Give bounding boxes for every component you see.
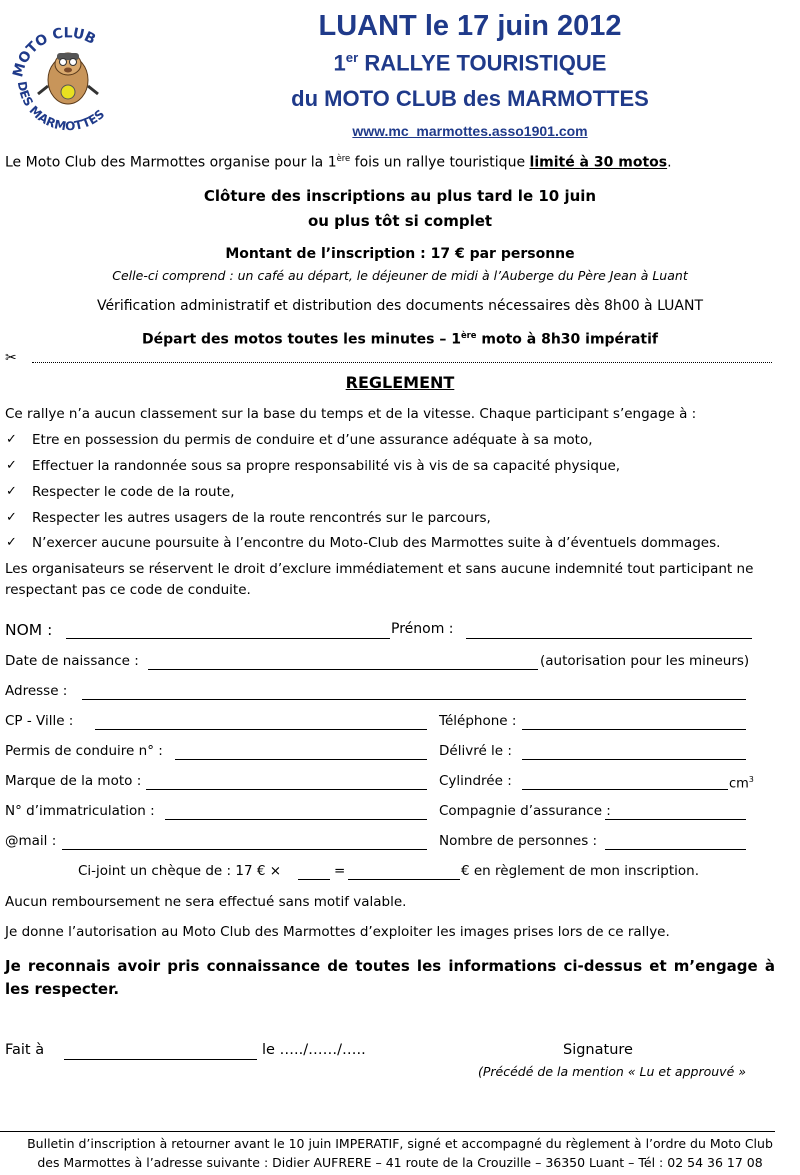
club-name-line: du MOTO CLUB des MARMOTTES [291, 86, 649, 111]
insurance-label: Compagnie d’assurance : [439, 803, 611, 819]
intro-text-b: fois un rallye touristique [350, 154, 530, 171]
rules-outro: Les organisateurs se réservent le droit d’exclure immédiatement et sans aucune indemnité tout participant ne respectant pas ce code de conduite. [5, 561, 754, 598]
cheque-text-b: € en règlement de mon inscription. [461, 863, 700, 879]
cm-text: cm [729, 776, 749, 792]
footer-line-2: des Marmottes à l’adresse suivante : Didier AUFRERE – 41 route de la Crouzille – 36350 Luant – Tél : 02 54 36 17 08 [37, 1155, 763, 1170]
bike-brand-input[interactable] [146, 788, 427, 790]
registration-label: N° d’immatriculation : [5, 803, 155, 819]
acknowledge-text: Je reconnais avoir pris connaissance de toutes les informations ci-dessus et m’engage à les respecter. [5, 957, 775, 998]
phone-input[interactable] [522, 728, 746, 730]
logo-text-top: MOTO CLUB [10, 25, 99, 79]
rule-item: Respecter les autres usagers de la route rencontrés sur le parcours, [32, 510, 491, 526]
fee-detail: Celle-ci comprend : un café au départ, le déjeuner de midi à l’Auberge du Père Jean à Luant [112, 268, 688, 283]
license-number-label: Permis de conduire n° : [5, 743, 163, 759]
departure-sup: ère [461, 330, 477, 340]
rule-item: Effectuer la randonnée sous sa propre responsabilité vis à vis de sa capacité physique, [32, 458, 621, 474]
email-input[interactable] [62, 848, 427, 850]
rules-intro: Ce rallye n’a aucun classement sur la base du temps et de la vitesse. Chaque participant s’engage à : [5, 406, 697, 422]
no-refund-text: Aucun remboursement ne sera effectué sans motif valable. [5, 894, 407, 910]
fee-title: Montant de l’inscription : 17 € par personne [225, 246, 575, 262]
departure-text-a: Départ des motos toutes les minutes – 1 [141, 331, 461, 348]
departure-text [0, 330, 800, 348]
registration-input[interactable] [165, 818, 427, 820]
cheque-text-a: Ci-joint un chèque de : 17 € × [78, 863, 282, 879]
nom-input[interactable] [66, 637, 390, 639]
cm-sup: 3 [748, 775, 754, 784]
club-logo [8, 20, 128, 132]
rally-title [140, 50, 800, 76]
insurance-input[interactable] [605, 818, 746, 820]
rally-number: 1 [333, 50, 346, 76]
footer-divider [0, 1131, 775, 1132]
rule-item: Etre en possession du permis de conduire et d’une assurance adéquate à sa moto, [32, 432, 593, 448]
rules-title: REGLEMENT [345, 373, 455, 392]
displacement-unit [729, 775, 754, 791]
event-date-title: LUANT le 17 juin 2012 [318, 10, 622, 42]
closing-line-1: Clôture des inscriptions au plus tard le 10 juin [203, 187, 597, 205]
image-rights-text: Je donne l’autorisation au Moto Club des Marmottes d’exploiter les images prises lors de ce rallye. [5, 924, 670, 940]
check-icon: ✓ [6, 458, 17, 473]
signature-label: Signature [563, 1042, 633, 1058]
cheque-equals: = [334, 863, 346, 879]
bike-brand-label: Marque de la moto : [5, 773, 142, 789]
rule-item: Respecter le code de la route, [32, 484, 235, 500]
displacement-label: Cylindrée : [439, 773, 512, 789]
issued-date-input[interactable] [522, 758, 746, 760]
birthdate-input[interactable] [148, 668, 538, 670]
intro-end: . [667, 154, 672, 171]
scissors-icon: ✂ [5, 350, 17, 366]
phone-label: Téléphone : [439, 713, 517, 729]
people-count-label: Nombre de personnes : [439, 833, 598, 849]
issued-date-label: Délivré le : [439, 743, 512, 759]
zip-city-input[interactable] [95, 728, 427, 730]
check-icon: ✓ [6, 535, 17, 550]
intro-text [5, 153, 672, 171]
fait-a-label: Fait à [5, 1042, 45, 1058]
intro-text-a: Le Moto Club des Marmottes organise pour la 1 [5, 154, 337, 171]
date-placeholder: le …../……/….. [262, 1042, 366, 1058]
license-number-input[interactable] [175, 758, 427, 760]
departure-text-b: moto à 8h30 impératif [476, 331, 658, 348]
check-icon: ✓ [6, 484, 17, 499]
intro-sup: ère [336, 153, 351, 163]
cheque-quantity-input[interactable] [298, 878, 330, 880]
prenom-input[interactable] [466, 637, 752, 639]
verification-text: Vérification administratif et distribution des documents nécessaires dès 8h00 à LUANT [96, 298, 704, 314]
rule-item: N’exercer aucune poursuite à l’encontre du Moto-Club des Marmottes suite à d’éventuels dommages. [32, 535, 721, 551]
motorcycle-limit: limité à 30 motos [529, 154, 668, 171]
nom-label: NOM : [5, 621, 53, 639]
people-count-input[interactable] [605, 848, 746, 850]
minor-authorization-note: (autorisation pour les mineurs) [540, 653, 750, 669]
signature-mention: (Précédé de la mention « Lu et approuvé » [478, 1064, 746, 1079]
check-icon: ✓ [6, 432, 17, 447]
check-icon: ✓ [6, 510, 17, 525]
address-label: Adresse : [5, 683, 68, 699]
zip-city-label: CP - Ville : [5, 713, 74, 729]
footer-line-1: Bulletin d’inscription à retourner avant le 10 juin IMPERATIF, signé et accompagné du règlement à l’ordre du Moto Club [27, 1136, 773, 1151]
displacement-input[interactable] [522, 788, 728, 790]
prenom-label: Prénom : [391, 621, 454, 637]
place-input[interactable] [64, 1058, 257, 1060]
closing-line-2: ou plus tôt si complet [307, 212, 493, 230]
rally-number-sup: er [345, 50, 359, 65]
birthdate-label: Date de naissance : [5, 653, 139, 669]
email-label: @mail : [5, 833, 57, 849]
logo-text-bottom: DES MARMOTTES [14, 80, 108, 132]
cheque-total-input[interactable] [348, 878, 460, 880]
cut-line [32, 362, 772, 363]
rally-title-text: RALLYE TOURISTIQUE [364, 50, 607, 76]
website-link[interactable]: www.mc_marmottes.asso1901.com [352, 123, 588, 139]
address-input[interactable] [82, 698, 746, 700]
